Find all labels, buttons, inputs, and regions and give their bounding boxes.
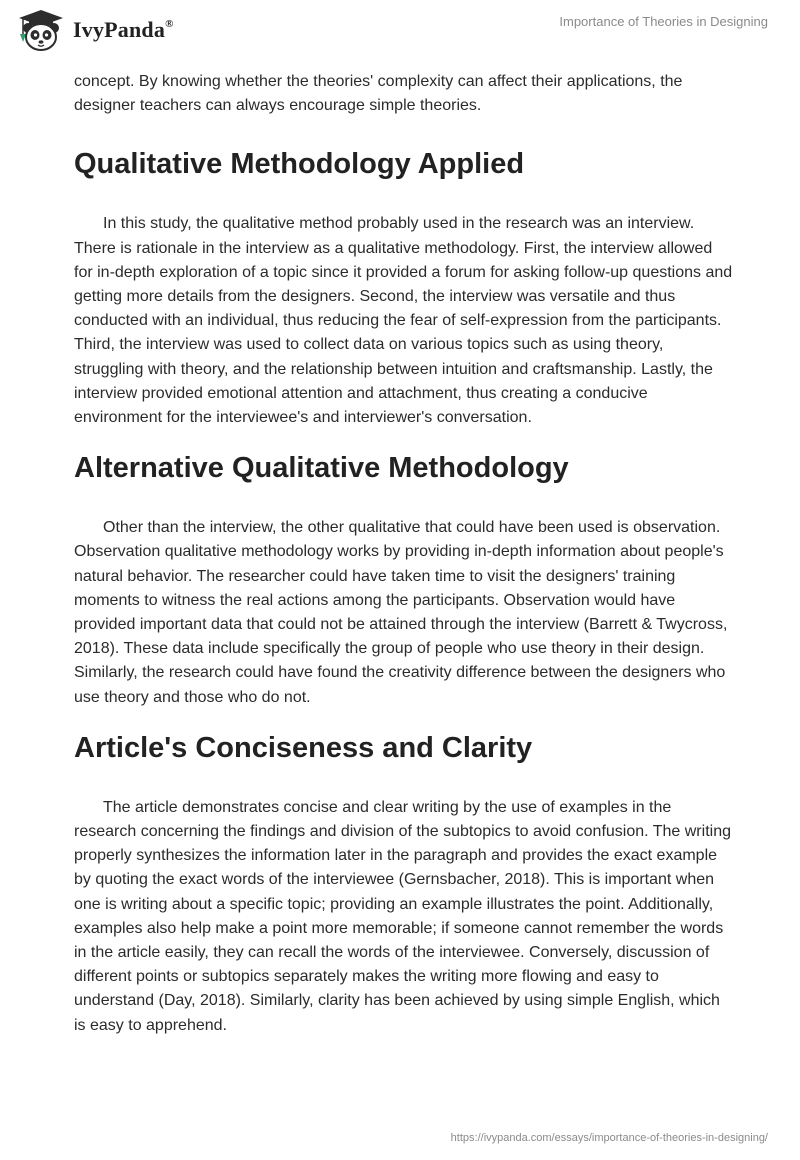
section-heading-conciseness-clarity: Article's Conciseness and Clarity	[74, 731, 533, 764]
panda-graduate-icon	[15, 8, 67, 52]
section-paragraph-qualitative-methodology: In this study, the qualitative method probably used in the research was an interview. There is rationale in the interview as a qualitative methodology. First, the interview allowed for in-depth exploration of a topic since it provided a forum for asking follow-up questions and getting more details from the designers. Second, the interview was versatile and thus conducted with an individual, thus reducing the fear of self-expression from the participants. Third, the interview was used to collect data on various topics such as using theory, struggling with theory, and the relationship between intuition and craftsmanship. Lastly, the interview provided emotional attention and attachment, thus creating a conducive environment for the interviewee's and interviewer's conversation.	[74, 215, 733, 427]
brand-name: IvyPanda®	[73, 17, 174, 42]
section-heading-qualitative-methodology: Qualitative Methodology Applied	[74, 148, 525, 181]
document-title: Importance of Theories in Designing	[559, 14, 768, 29]
section-paragraph-alternative-methodology: Other than the interview, the other qualitative that could have been used is observation. Observation qualitative methodology works by providing in-depth information about people's natural behavior. The researcher could have taken time to visit the designers' training moments to witness the real actions among the participants. Observation would have provided important data that could not be attained through the interview (Barrett & Twycross, 2018). These data include specifically the group of people who use theory in their design. Similarly, the research could have found the creativity difference between the designers who use theory and those who do not.	[74, 519, 728, 706]
continued-paragraph: concept. By knowing whether the theories' complexity can affect their applications, the designer teachers can always encourage simple theories.	[74, 73, 683, 115]
ivypanda-logo[interactable]	[15, 8, 174, 52]
page-header	[0, 0, 800, 70]
section-paragraph-conciseness-clarity: The article demonstrates concise and clear writing by the use of examples in the research concerning the findings and division of the subtopics to avoid confusion. The writing properly synthesizes the information later in the paragraph and provides the exact example by quoting the exact words of the interviewee (Gernsbacher, 2018). This is important when one is writing about a specific topic; providing an example illustrates the point. Additionally, examples also help make a point more memorable; if someone cannot remember the words in the article easily, they can recall the words of the interviewee. Conversely, discussion of different points or subtopics separately makes the writing more flowing and easy to understand (Day, 2018). Similarly, clarity has been achieved by using simple English, which is easy to apprehend.	[74, 798, 731, 1034]
section-heading-alternative-methodology: Alternative Qualitative Methodology	[74, 452, 569, 485]
source-url[interactable]: https://ivypanda.com/essays/importance-of-theories-in-designing/	[450, 1132, 768, 1144]
article-body	[74, 70, 734, 1038]
